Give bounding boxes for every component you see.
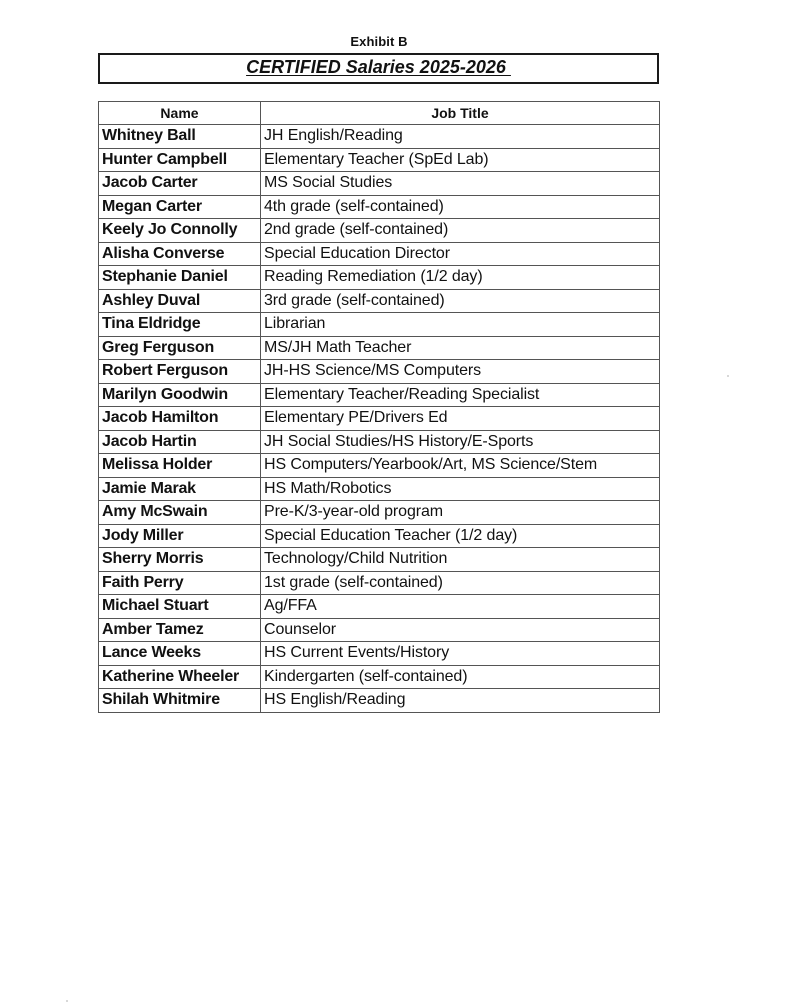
- job-title: Pre-K/3-year-old program: [261, 501, 660, 525]
- table-row: [99, 289, 660, 313]
- job-title: 4th grade (self-contained): [261, 195, 660, 219]
- job-title: Elementary Teacher/Reading Specialist: [261, 383, 660, 407]
- column-header-job-title: Job Title: [261, 102, 660, 125]
- job-title: Elementary Teacher (SpEd Lab): [261, 148, 660, 172]
- job-title: Special Education Teacher (1/2 day): [261, 524, 660, 548]
- job-title: Reading Remediation (1/2 day): [261, 266, 660, 290]
- table-header-row: [99, 102, 660, 125]
- table-row: [99, 595, 660, 619]
- exhibit-label: Exhibit B: [350, 34, 408, 49]
- staff-name: Tina Eldridge: [99, 313, 261, 337]
- job-title: Librarian: [261, 313, 660, 337]
- table-row: [99, 524, 660, 548]
- table-row: [99, 383, 660, 407]
- job-title: HS Current Events/History: [261, 642, 660, 666]
- staff-name: Shilah Whitmire: [99, 689, 261, 713]
- job-title: JH-HS Science/MS Computers: [261, 360, 660, 384]
- job-title: JH English/Reading: [261, 125, 660, 149]
- staff-name: Greg Ferguson: [99, 336, 261, 360]
- staff-name: Jacob Hartin: [99, 430, 261, 454]
- column-header-name: Name: [99, 102, 261, 125]
- table-row: [99, 689, 660, 713]
- table-row: [99, 313, 660, 337]
- staff-name: Sherry Morris: [99, 548, 261, 572]
- job-title: 2nd grade (self-contained): [261, 219, 660, 243]
- table-row: [99, 336, 660, 360]
- table-row: [99, 195, 660, 219]
- table-row: [99, 148, 660, 172]
- table-row: [99, 430, 660, 454]
- job-title: Counselor: [261, 618, 660, 642]
- staff-name: Katherine Wheeler: [99, 665, 261, 689]
- staff-name: Hunter Campbell: [99, 148, 261, 172]
- job-title: Technology/Child Nutrition: [261, 548, 660, 572]
- table-row: [99, 665, 660, 689]
- job-title: JH Social Studies/HS History/E-Sports: [261, 430, 660, 454]
- staff-name: Amy McSwain: [99, 501, 261, 525]
- table-body: [99, 125, 660, 713]
- staff-name: Alisha Converse: [99, 242, 261, 266]
- job-title: HS Computers/Yearbook/Art, MS Science/Stem: [261, 454, 660, 478]
- staff-name: Lance Weeks: [99, 642, 261, 666]
- job-title: 1st grade (self-contained): [261, 571, 660, 595]
- job-title: HS English/Reading: [261, 689, 660, 713]
- document-title: CERTIFIED Salaries 2025-2026: [246, 57, 511, 77]
- staff-name: Robert Ferguson: [99, 360, 261, 384]
- table-row: [99, 360, 660, 384]
- job-title: Special Education Director: [261, 242, 660, 266]
- table-row: [99, 501, 660, 525]
- table-row: [99, 454, 660, 478]
- staff-name: Whitney Ball: [99, 125, 261, 149]
- table-row: [99, 548, 660, 572]
- table-row: [99, 642, 660, 666]
- job-title: Kindergarten (self-contained): [261, 665, 660, 689]
- table-row: [99, 477, 660, 501]
- job-title: MS Social Studies: [261, 172, 660, 196]
- staff-name: Amber Tamez: [99, 618, 261, 642]
- staff-name: Jacob Carter: [99, 172, 261, 196]
- table-row: [99, 407, 660, 431]
- table-row: [99, 172, 660, 196]
- job-title: Elementary PE/Drivers Ed: [261, 407, 660, 431]
- scan-speck: [727, 375, 729, 377]
- title-box: [98, 53, 659, 84]
- job-title: 3rd grade (self-contained): [261, 289, 660, 313]
- staff-name: Megan Carter: [99, 195, 261, 219]
- scan-speck: [66, 1000, 68, 1002]
- staff-name: Michael Stuart: [99, 595, 261, 619]
- staff-name: Ashley Duval: [99, 289, 261, 313]
- job-title: Ag/FFA: [261, 595, 660, 619]
- staff-name: Melissa Holder: [99, 454, 261, 478]
- staff-name: Jamie Marak: [99, 477, 261, 501]
- staff-name: Jacob Hamilton: [99, 407, 261, 431]
- table-row: [99, 266, 660, 290]
- table-row: [99, 219, 660, 243]
- table-row: [99, 125, 660, 149]
- job-title: HS Math/Robotics: [261, 477, 660, 501]
- job-title: MS/JH Math Teacher: [261, 336, 660, 360]
- table-row: [99, 571, 660, 595]
- staff-table: [98, 101, 660, 713]
- table-row: [99, 618, 660, 642]
- staff-name: Jody Miller: [99, 524, 261, 548]
- staff-name: Marilyn Goodwin: [99, 383, 261, 407]
- table-row: [99, 242, 660, 266]
- staff-name: Faith Perry: [99, 571, 261, 595]
- staff-name: Keely Jo Connolly: [99, 219, 261, 243]
- staff-name: Stephanie Daniel: [99, 266, 261, 290]
